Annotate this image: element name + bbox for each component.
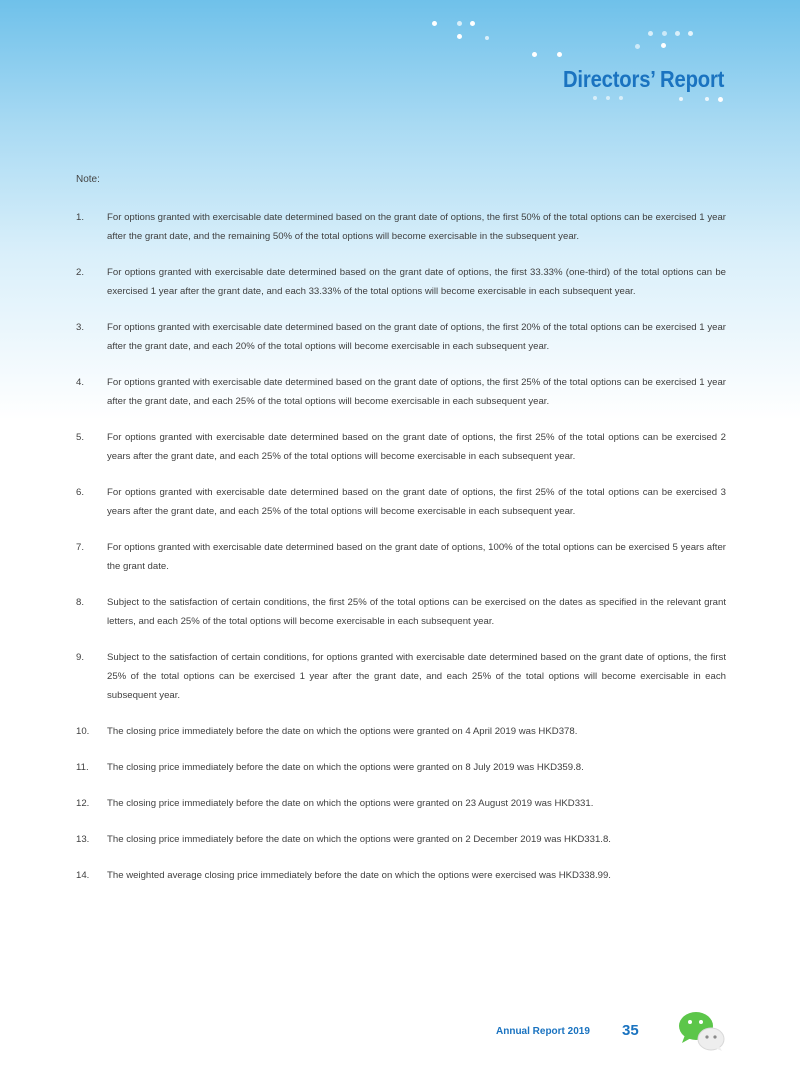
note-item [76, 373, 726, 411]
note-number: 14. [76, 870, 90, 881]
decorative-dot [593, 96, 597, 100]
note-text: The closing price immediately before the date on which the options were granted on 2 December 2019 was HKD331.8. [107, 834, 611, 845]
note-text: For options granted with exercisable date determined based on the grant date of options, 100% of the total options can be exercised 5 years after the grant date. [107, 542, 726, 572]
note-item [76, 866, 726, 885]
note-number: 2. [76, 267, 85, 278]
note-text: For options granted with exercisable date determined based on the grant date of options, the first 25% of the total options can be exercised 1 year after the grant date, and each 25% of the total options will become exercisable in each subsequent year. [107, 377, 726, 407]
note-number: 12. [76, 798, 90, 809]
note-text: For options granted with exercisable date determined based on the grant date of options, the first 50% of the total options can be exercised 1 year after the grant date, and the remaining 50% of the total options will become exercisable in the subsequent year. [107, 212, 726, 242]
note-item [76, 722, 726, 741]
decorative-dot [662, 31, 667, 36]
decorative-dot [635, 44, 640, 49]
note-item [76, 263, 726, 301]
note-item [76, 483, 726, 521]
decorative-dot [606, 96, 610, 100]
footer-report-label: Annual Report 2019 [496, 1026, 590, 1037]
note-number: 13. [76, 834, 90, 845]
note-text: The weighted average closing price immediately before the date on which the options were exercised was HKD338.99. [107, 870, 611, 881]
note-number: 4. [76, 377, 85, 388]
decorative-dot [688, 31, 693, 36]
note-item [76, 208, 726, 246]
note-item [76, 648, 726, 705]
note-item [76, 593, 726, 631]
note-text: Subject to the satisfaction of certain conditions, the first 25% of the total options can be exercised on the dates as specified in the relevant grant letters, and each 25% of the total options will become exercisable in each subsequent year. [107, 597, 726, 627]
decorative-dot [532, 52, 537, 57]
decorative-dot [432, 21, 437, 26]
note-number: 1. [76, 212, 85, 223]
note-item [76, 794, 726, 813]
note-text: The closing price immediately before the date on which the options were granted on 23 August 2019 was HKD331. [107, 798, 594, 809]
decorative-dot [470, 21, 475, 26]
decorative-dot [718, 97, 723, 102]
note-number: 3. [76, 322, 85, 333]
chat-bubbles-logo-icon [676, 1010, 728, 1052]
decorative-dot [675, 31, 680, 36]
note-number: 6. [76, 487, 85, 498]
note-item [76, 830, 726, 849]
note-item [76, 538, 726, 576]
note-text: Subject to the satisfaction of certain conditions, for options granted with exercisable date determined based on the grant date of options, the first 25% of the total options can be exercised 1 year after the grant date, and each 25% of the total options will become exercisable in each subsequent year. [107, 652, 726, 701]
note-text: The closing price immediately before the date on which the options were granted on 4 April 2019 was HKD378. [107, 726, 578, 737]
note-text: For options granted with exercisable date determined based on the grant date of options, the first 25% of the total options can be exercised 2 years after the grant date, and each 25% of the total options will become exercisable in each subsequent year. [107, 432, 726, 462]
note-text: The closing price immediately before the date on which the options were granted on 8 July 2019 was HKD359.8. [107, 762, 584, 773]
note-number: 5. [76, 432, 85, 443]
decorative-dot [679, 97, 683, 101]
decorative-dot [457, 21, 462, 26]
note-label: Note: [76, 174, 100, 185]
decorative-dot [557, 52, 562, 57]
note-number: 10. [76, 726, 90, 737]
decorative-dot [705, 97, 709, 101]
note-item [76, 318, 726, 356]
note-item [76, 758, 726, 777]
notes-list [76, 208, 726, 885]
note-text: For options granted with exercisable date determined based on the grant date of options, the first 25% of the total options can be exercised 3 years after the grant date, and each 25% of the total options will become exercisable in each subsequent year. [107, 487, 726, 517]
note-number: 7. [76, 542, 85, 553]
decorative-dot [619, 96, 623, 100]
decorative-dot [485, 36, 489, 40]
page-title: Directors’ Report [562, 66, 724, 92]
page-number: 35 [622, 1022, 639, 1039]
note-text: For options granted with exercisable date determined based on the grant date of options, the first 20% of the total options can be exercised 1 year after the grant date, and each 20% of the total options will become exercisable in each subsequent year. [107, 322, 726, 352]
decorative-dot [661, 43, 666, 48]
decorative-dot [648, 31, 653, 36]
note-item [76, 428, 726, 466]
note-number: 9. [76, 652, 85, 663]
note-number: 8. [76, 597, 85, 608]
note-text: For options granted with exercisable date determined based on the grant date of options, the first 33.33% (one-third) of the total options can be exercised 1 year after the grant date, and each 33.33% of the total options will become exercisable in each subsequent year. [107, 267, 726, 297]
note-number: 11. [76, 762, 89, 773]
decorative-dot [457, 34, 462, 39]
